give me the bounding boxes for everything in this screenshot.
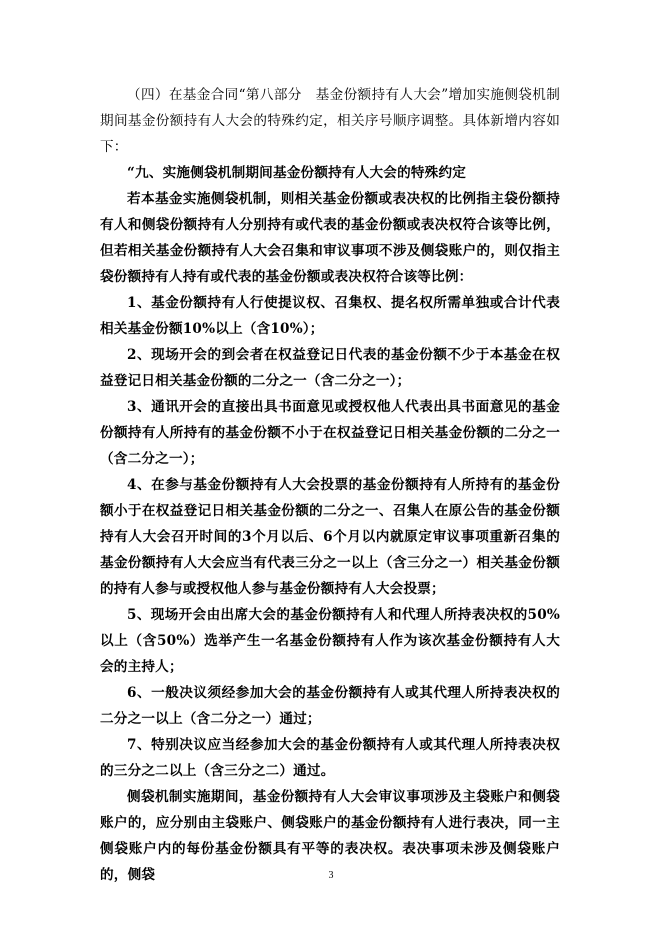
section-heading: “九、实施侧袋机制期间基金份额持有人大会的特殊约定 bbox=[127, 165, 467, 181]
list-item-2: 2、现场开会的到会者在权益登记日代表的基金份额不少于本基金在权益登记日相关基金份额的二分之一（含二分之一）； bbox=[100, 347, 560, 389]
paragraph-side-pocket-rule: 若本基金实施侧袋机制，则相关基金份额或表决权的比例指主袋份额持有人和侧袋份额持有人分别持有或代表的基金份额或表决权符合该等比例，但若相关基金份额持有人大会召集和审议事项不涉及侧袋账户的，则仅指主袋份额持有人持有或代表的基金份额或表决权符合该等比例： bbox=[100, 191, 560, 285]
paragraph-voting: 侧袋机制实施期间，基金份额持有人大会审议事项涉及主袋账户和侧袋账户的，应分别由主袋账户、侧袋账户的基金份额持有人进行表决，同一主侧袋账户内的每份基金份额具有平等的表决权。表决事项未涉及侧袋账户的，侧袋 bbox=[100, 789, 560, 883]
list-item-3: 3、通讯开会的直接出具书面意见或授权他人代表出具书面意见的基金份额持有人所持有的基金份额不小于在权益登记日相关基金份额的二分之一（含二分之一）； bbox=[100, 399, 560, 467]
list-item-6: 6、一般决议须经参加大会的基金份额持有人或其代理人所持表决权的二分之一以上（含二分之一）通过； bbox=[100, 685, 560, 727]
list-item-7: 7、特别决议应当经参加大会的基金份额持有人或其代理人所持表决权的三分之二以上（含三分之二）通过。 bbox=[100, 737, 560, 779]
list-item-5: 5、现场开会由出席大会的基金份额持有人和代理人所持表决权的50%以上（含50%）选举产生一名基金份额持有人作为该次基金份额持有人大会的主持人； bbox=[100, 607, 560, 675]
document-body bbox=[100, 82, 560, 888]
page-number: 3 bbox=[328, 870, 334, 881]
paragraph-intro: （四）在基金合同“第八部分 基金份额持有人大会”增加实施侧袋机制期间基金份额持有人大会的特殊约定，相关序号顺序调整。具体新增内容如下： bbox=[100, 87, 560, 155]
list-item-4: 4、在参与基金份额持有人大会投票的基金份额持有人所持有的基金份额小于在权益登记日相关基金份额的二分之一、召集人在原公告的基金份额持有人大会召开时间的3个月以后、6个月以内就原定审议事项重新召集的基金份额持有人大会应当有代表三分之一以上（含三分之一）相关基金份额的持有人参与或授权他人参与基金份额持有人大会投票； bbox=[100, 477, 560, 597]
list-item-1: 1、基金份额持有人行使提议权、召集权、提名权所需单独或合计代表相关基金份额10%以上（含10%）； bbox=[100, 295, 560, 337]
